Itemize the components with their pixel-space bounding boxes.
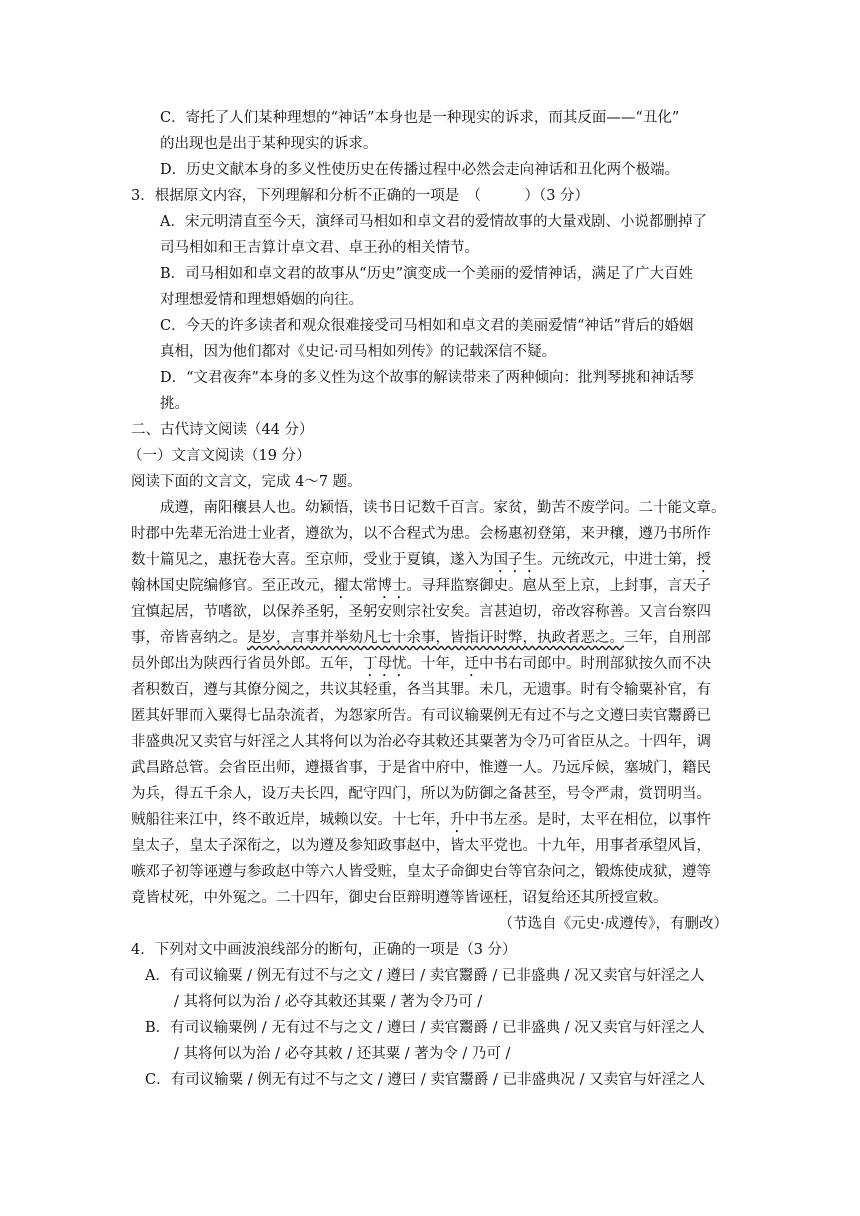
q4-stem: 4．下列对文中画波浪线部分的断句，正确的一项是（3 分）	[131, 942, 517, 958]
q4-option-a-line1: A．有司议输粟 / 例无有过不与之文 / 遵曰 / 卖官鬻爵 / 已非盛典 / 况又卖官与奸淫之人	[145, 968, 705, 984]
passage-source: （节选自《元史·成遵传》，有删改）	[498, 916, 728, 932]
passage-line: 皇太子，皇太子深衔之，以为遵及参知政事赵中，皆太平党也。十九年，用事者承望风旨，	[131, 838, 711, 854]
passage-line: 为兵，得五千余人，设万夫长四，配守四门，所以为防御之备甚至，号令严肃，赏罚明当。	[131, 786, 711, 802]
q3-option-c-line1: C．今天的许多读者和观众很难接受司马相如和卓文君的美丽爱情“神话”背后的婚姻	[160, 318, 694, 334]
subsection-title: （一）文言文阅读（19 分）	[128, 448, 311, 464]
passage-text: 事，帝皆喜纳之。	[131, 630, 247, 646]
q3-option-d-line1: D．“文君夜奔”本身的多义性为这个故事的解读带来了两种倾向：批判琴挑和神话琴	[160, 370, 694, 386]
q2-option-d: D．历史文献本身的多义性使历史在传播过程中必然会走向神话和丑化两个极端。	[160, 162, 680, 178]
passage-line: 非盛典况又卖官与奸淫之人其将何以为治必夺其敕还其粟著为令乃可省臣从之。十四年，调	[131, 734, 711, 750]
passage-text: 翰林国史院编修官	[131, 578, 247, 594]
passage-line	[131, 547, 711, 573]
q3-stem: 3．根据原文内容，下列理解和分析不正确的一项是 （ ）（3 分）	[131, 188, 590, 204]
q3-option-a-line1: A．宋元明清直至今天，演绎司马相如和卓文君的爱情故事的大量戏剧、小说都删掉了	[160, 214, 707, 230]
passage-line: 时郡中先辈无治进士业者，遵欲为，以不合程式为患。会杨惠初登第，来尹穰，遵乃书所作	[131, 526, 711, 542]
q2-option-c-line2: 的出现也是出于某种现实的诉求。	[160, 136, 378, 152]
dotted-term: 授	[696, 552, 711, 568]
dotted-term: 丁母忧	[363, 656, 407, 672]
reading-instruction: 阅读下面的文言文，完成 4～7 题。	[131, 474, 362, 490]
passage-text: 。元统改元，中进士第，	[537, 552, 697, 568]
passage-text: 三年，自刑部	[624, 630, 711, 646]
dotted-term: 博士	[377, 578, 407, 594]
dotted-term: 国子生	[493, 552, 537, 568]
q3-option-d-line2: 挑。	[160, 396, 189, 412]
passage-line	[131, 573, 711, 599]
passage-text: 。至正改元，	[247, 578, 334, 594]
passage-line	[131, 651, 711, 677]
passage-line: 嗾邓子初等诬遵与参政赵中等六人皆受赃，皇太子命御史台等官杂问之，锻炼使成狱，遵等	[131, 864, 711, 880]
passage-text: 中书右司郎中。时刑部狱按久而不决	[479, 656, 711, 672]
passage-line: 者积数百，遵与其僚分阅之，共议其轻重，各当其罪。未几，无遗事。时有令输粟补官，有	[131, 682, 711, 698]
section-title: 二、古代诗文阅读（44 分）	[131, 422, 314, 438]
q4-option-c-line1: C．有司议输粟 / 例无有过不与之文 / 遵曰 / 卖官鬻爵 / 已非盛典况 / 又卖官与奸淫之人	[145, 1072, 706, 1088]
q4-option-b-line1: B．有司议输粟例 / 无有过不与之文 / 遵曰 / 卖官鬻爵 / 已非盛典 / 况又卖官与奸淫之人	[145, 1020, 705, 1036]
passage-text: 员外郎出为陕西行省员外郎。五年，	[131, 656, 363, 672]
passage-line	[131, 807, 711, 833]
passage-line: 匿其奸罪而入粟得七品杂流者，为怨家所告。有司议输粟例无有过不与之文遵曰卖官鬻爵已	[131, 708, 711, 724]
passage-line: 竟皆杖死，中外冤之。二十四年，御史台臣辩明遵等皆诬枉，诏复给还其所授宣敕。	[131, 890, 668, 906]
q2-option-c-line1: C．寄托了人们某种理想的“神话”本身也是一种现实的诉求，而其反面——“丑化”	[160, 110, 680, 126]
q4-option-a-line2: / 其将何以为治 / 必夺其敕还其粟 / 著为令乃可 /	[174, 994, 483, 1010]
q3-option-b-line1: B．司马相如和卓文君的故事从“历史”演变成一个美丽的爱情神话，满足了广大百姓	[160, 266, 693, 282]
passage-text: 中书左丞。是时，太平在相位，以事忤	[464, 812, 711, 828]
passage-text: 。寻拜监察御史。扈从至上京，上封事，言天子	[406, 578, 711, 594]
passage-line: 成遵，南阳穰县人也。幼颖悟，读书日记数千百言。家贫，勤苦不废学问。二十能文章。	[160, 500, 726, 516]
passage-text: 数十篇见之，惠抚卷大喜。至京师，受业于夏镇，遂入为	[131, 552, 494, 568]
dotted-term: 迁	[464, 656, 479, 672]
dotted-term: 升	[450, 812, 465, 828]
passage-line	[131, 625, 711, 651]
q3-option-b-line2: 对理想爱情和理想婚姻的向往。	[160, 292, 363, 308]
passage-line: 宜慎起居，节嗜欲，以保养圣躬，圣躬安则宗社安矣。言甚迫切，帝改容称善。又言台察四	[131, 604, 711, 620]
underlined-sentence: 是岁，言事并举劾凡七十余事，皆指讦时弊，执政者恶之。	[247, 630, 624, 646]
q3-option-a-line2: 司马相如和王吉算计卓文君、卓王孙的相关情节。	[160, 240, 479, 256]
passage-line: 武昌路总管。会省臣出师，遵摄省事，于是省中府中，惟遵一人。乃远斥候，塞城门，籍民	[131, 760, 711, 776]
passage-text: 太常	[348, 578, 378, 594]
passage-text: 。十年，	[406, 656, 465, 672]
passage-text: 贼船往来江中，终不敢近岸，城赖以安。十七年，	[131, 812, 450, 828]
q4-option-b-line2: / 其将何以为治 / 必夺其敕 / 还其粟 / 著为令 / 乃可 /	[174, 1046, 511, 1062]
dotted-term: 擢	[334, 578, 349, 594]
q3-option-c-line2: 真相，因为他们都对《史记·司马相如列传》的记载深信不疑。	[160, 344, 557, 360]
